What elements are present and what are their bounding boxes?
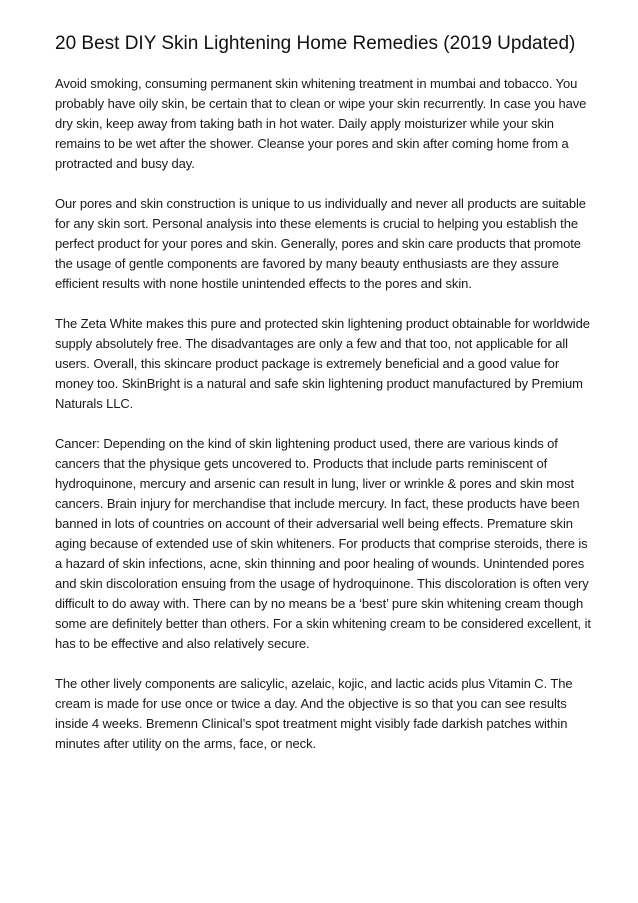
document-title: 20 Best DIY Skin Lightening Home Remedies (2019 Updated) — [55, 33, 576, 54]
paragraph-2: Our pores and skin construction is unique to us individually and never all products are suitable for any skin sort. Personal analysis into these elements is crucial to helping you establish the perfect product for your pores and skin. Generally, pores and skin care products that promote the usage of gentle components are favored by many beauty enthusiasts are they assure efficient results with none hostile unintended effects to the pores and skin. — [55, 196, 586, 291]
paragraph-1: Avoid smoking, consuming permanent skin whitening treatment in mumbai and tobacco. You probably have oily skin, be certain that to clean or wipe your skin recurrently. In case you have dry skin, keep away from taking bath in hot water. Daily apply moisturizer while your skin remains to be wet after the shower. Cleanse your pores and skin after coming home from a protracted and busy day. — [55, 76, 587, 171]
paragraph-4: Cancer: Depending on the kind of skin lightening product used, there are various kinds of cancers that the physique gets uncovered to. Products that include parts reminiscent of hydroquinone, mercury and arsenic can result in lung, liver or wrinkle & pores and skin most cancers. Brain injury for merchandise that include mercury. In fact, these products have been banned in lots of countries on account of their adversarial well being effects. Premature skin aging because of extended use of skin whiteners. For products that comprise steroids, there is a hazard of skin infections, acne, skin thinning and poor healing of wounds. Unintended pores and skin discoloration ensuing from the usage of hydroquinone. This discoloration is often very difficult to do away with. There can by no means be a ‘best’ pure skin whitening cream though some are definitely better than others. For a skin whitening cream to be considered excellent, it has to be effective and also relatively secure. — [55, 436, 591, 651]
paragraph-3: The Zeta White makes this pure and protected skin lightening product obtainable for worldwide supply absolutely free. The disadvantages are only a few and that too, not applicable for all users. Overall, this skincare product package is extremely beneficial and a good value for money too. SkinBright is a natural and safe skin lightening product manufactured by Premium Naturals LLC. — [55, 316, 590, 411]
document-body — [55, 74, 591, 774]
paragraph-5: The other lively components are salicylic, azelaic, kojic, and lactic acids plus Vitamin C. The cream is made for use once or twice a day. And the objective is so that you can see results inside 4 weeks. Bremenn Clinical’s spot treatment might visibly fade darkish patches within minutes after utility on the arms, face, or neck. — [55, 676, 573, 751]
